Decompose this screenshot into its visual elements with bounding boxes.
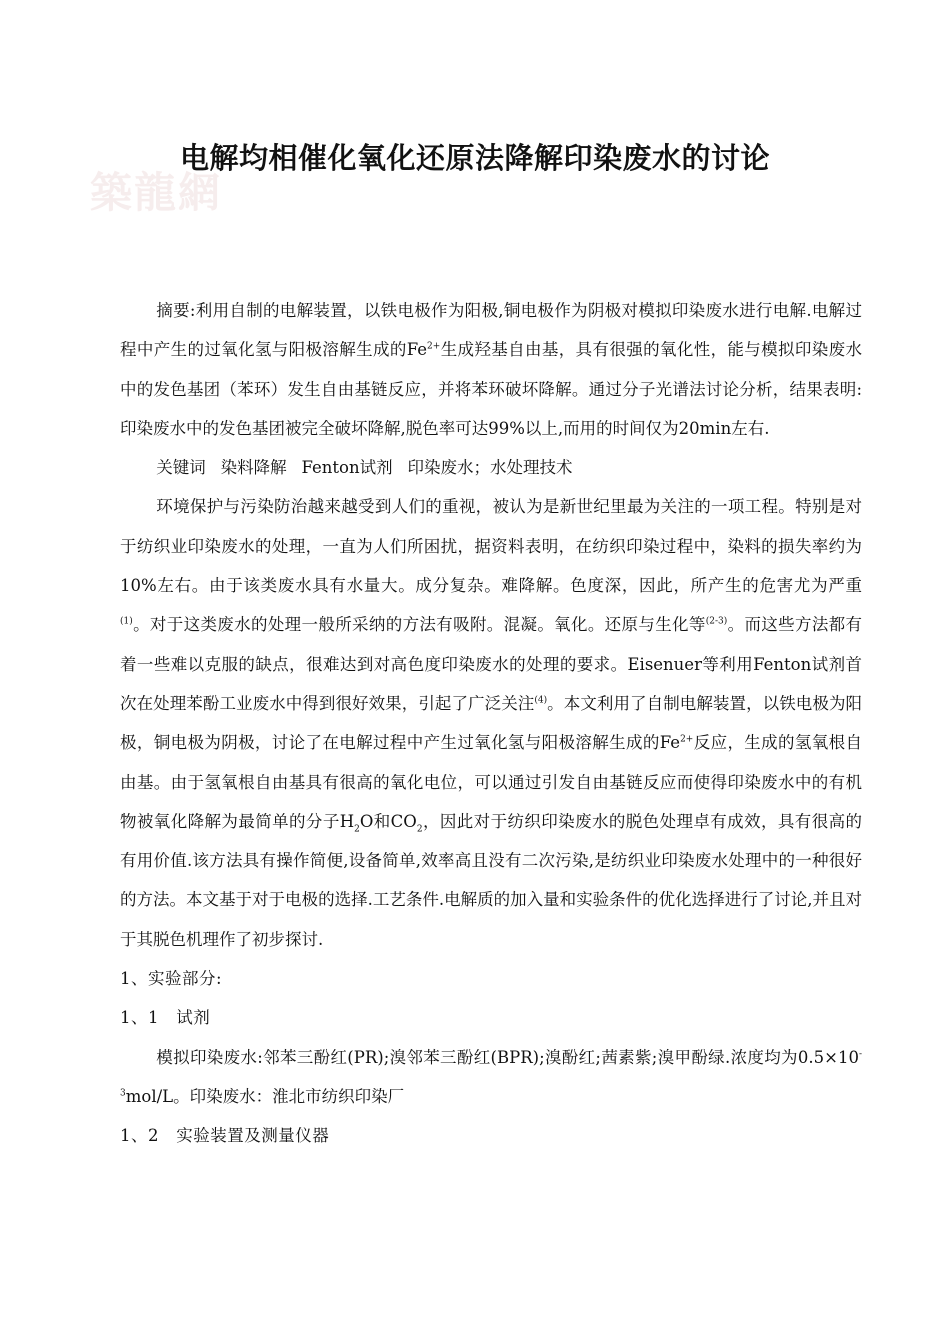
keyword-item: Fenton试剂: [301, 458, 393, 478]
intro-text-2: 。对于这类废水的处理一般所采纳的方法有吸附。混凝。氧化。还原与生化等: [132, 615, 706, 635]
section-heading-1: 1、实验部分:: [120, 969, 223, 989]
section-heading-1-1: 1、1 试剂: [120, 1008, 211, 1028]
reference-marker: (1): [120, 616, 133, 627]
h2o-subscript: 2: [354, 824, 360, 835]
intro-text-3: 。而这些方法都有着一些难以克服的缺点，很难达到对高色度印染废水的处理的要求。Eisenuer等利用Fenton试剂首次在处理苯酚工业废水中得到很好效果，引起了广泛关注: [120, 615, 863, 713]
keyword-item: 印染废水；水处理技术: [407, 458, 573, 478]
section-heading-1-2: 1、2 实验装置及测量仪器: [120, 1126, 330, 1146]
keyword-item: 染料降解: [220, 458, 287, 478]
document-body: [120, 291, 862, 1156]
exponent-superscript: -3: [120, 1049, 862, 1099]
intro-text-5: 反应，生成的氢氧根自由基。由于氢氧根自由基具有很高的氧化电位，可以通过引发自由基链反应而使得印染废水中的有机物被氧化降解为最简单的分子H: [120, 733, 863, 831]
document-title: 电解均相催化氧化还原法降解印染废水的讨论: [179, 141, 770, 175]
fe-superscript: 2+: [680, 734, 694, 745]
intro-text-4: 。本文利用了自制电解装置，以铁电极为阳极，铜电极为阴极，讨论了在电解过程中产生过氧化氢与阳极溶解生成的Fe: [120, 693, 863, 753]
abstract-text-2: 生成羟基自由基，具有很强的氧化性，能与模拟印染废水中的发色基团（苯环）发生自由基链反应，并将苯环破坏降解。通过分子光谱法讨论分析，结果表明:印染废水中的发色基团被完全破坏降解,脱色率可达99%以上,而用的时间仅为20min左右.: [120, 340, 862, 438]
reagents-text-2: mol/L。印染废水：淮北市纺织印染厂: [125, 1086, 405, 1106]
reference-marker: (2-3): [705, 616, 728, 627]
abstract-superscript: 2+: [427, 341, 441, 352]
abstract-paragraph: [120, 291, 862, 448]
watermark: 築龍網: [90, 168, 223, 217]
reagents-text-1: 模拟印染废水:邻苯三酚红(PR);溴邻苯三酚红(BPR);溴酚红;茜素紫;溴甲酚绿.浓度均为0.5×10: [156, 1047, 859, 1067]
co2-subscript: 2: [416, 824, 423, 835]
reference-marker: (4): [534, 695, 548, 706]
keywords-line: [120, 448, 862, 487]
intro-text-6: O和CO: [359, 811, 417, 831]
reagents-paragraph: [120, 1038, 862, 1117]
intro-text-1: 环境保护与污染防治越来越受到人们的重视，被认为是新世纪里最为关注的一项工程。特别是对于纺织业印染废水的处理，一直为人们所困扰，据资料表明，在纺织印染过程中，染料的损失率约为10%左右。由于该类废水具有水量大。成分复杂。难降解。色度深，因此，所产生的危害尤为严重: [120, 497, 862, 596]
keywords-label: 关键词: [156, 458, 206, 478]
intro-text-7: ，因此对于纺织印染废水的脱色处理卓有成效，具有很高的有用价值.该方法具有操作简便,设备简单,效率高且没有二次污染,是纺织业印染废水处理中的一种很好的方法。本文基于对于电极的选择.工艺条件.电解质的加入量和实验条件的优化选择进行了讨论,并且对于其脱色机理作了初步探讨.: [120, 811, 862, 949]
abstract-text-1: 摘要:利用自制的电解装置，以铁电极作为阳极,铜电极作为阴极对模拟印染废水进行电解.电解过程中产生的过氧化氢与阳极溶解生成的Fe: [120, 301, 862, 360]
intro-paragraph: [120, 487, 862, 959]
